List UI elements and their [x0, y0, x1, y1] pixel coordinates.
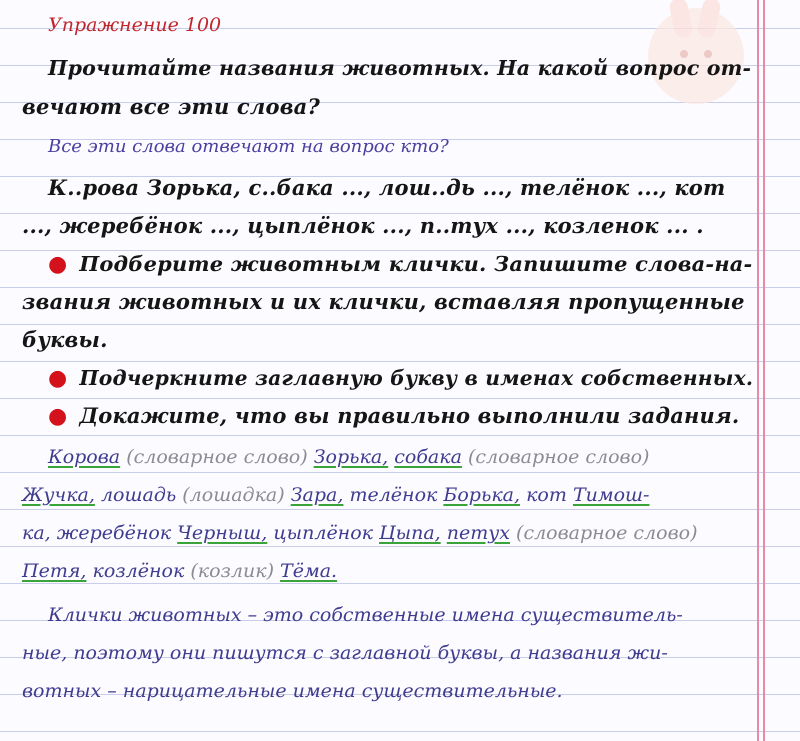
bullet-text: Подчеркните заглавную букву в именах собственных.: [79, 366, 754, 390]
animal-word: телёнок: [349, 484, 438, 506]
note: (лошадка): [182, 484, 285, 506]
animal-word: лошадь: [100, 484, 177, 506]
animal-word: кот: [526, 484, 567, 506]
animal-name: Зара,: [290, 484, 344, 506]
animal-word: собака: [394, 446, 462, 468]
solution-line: [48, 446, 649, 468]
bullet-item: [48, 251, 752, 277]
bullet-item: [48, 365, 753, 391]
animal-name: Борька,: [443, 484, 521, 506]
bullet-text: Докажите, что вы правильно выполнили задания.: [79, 403, 740, 428]
animal-name: Зорька,: [313, 446, 389, 468]
animal-name: Черныш,: [177, 522, 268, 544]
red-dot-icon: ●: [48, 251, 68, 277]
exercise-title: Упражнение 100: [48, 14, 222, 36]
note: (козлик): [190, 560, 274, 582]
animal-word: жеребёнок: [56, 522, 172, 544]
animal-word: цыплёнок: [273, 522, 373, 544]
note: (словарное слово): [126, 446, 308, 468]
margin-line: [763, 0, 765, 741]
note: (словарное слово): [516, 522, 698, 544]
animal-name: ка,: [22, 522, 51, 544]
animal-word: Корова: [48, 446, 121, 468]
animal-name: Тёма.: [280, 560, 338, 582]
bullet-text: буквы.: [22, 327, 108, 352]
animal-name: Цыпа,: [379, 522, 441, 544]
red-dot-icon: ●: [48, 403, 68, 429]
note: (словарное слово): [467, 446, 650, 468]
answer-question: Все эти слова отвечают на вопрос кто?: [48, 136, 449, 157]
solution-line: [22, 560, 337, 582]
conclusion-line: вотных – нарицательные имена существительные.: [22, 680, 563, 702]
words-line: К..рова Зорька, с..бака ..., лош..дь ..., телёнок ..., кот: [48, 175, 726, 200]
animal-name: Тимош-: [572, 484, 650, 506]
solution-line: [22, 522, 698, 544]
bullet-text: Подберите животным клички. Запишите слова-на-: [79, 251, 753, 276]
conclusion-line: Клички животных – это собственные имена существитель-: [48, 604, 683, 626]
solution-line: [22, 484, 649, 506]
animal-name: Жучка,: [22, 484, 95, 506]
task-line: вечают все эти слова?: [22, 94, 320, 119]
bullet-text: звания животных и их клички, вставляя пропущенные: [22, 289, 745, 314]
animal-word: петух: [446, 522, 510, 544]
margin-line: [757, 0, 759, 741]
red-dot-icon: ●: [48, 365, 68, 391]
conclusion-line: ные, поэтому они пишутся с заглавной буквы, а названия жи-: [22, 642, 668, 664]
animal-word: козлёнок: [92, 560, 185, 582]
animal-name: Петя,: [22, 560, 87, 582]
bullet-item: [48, 403, 739, 429]
task-line: Прочитайте названия животных. На какой вопрос от-: [48, 56, 752, 80]
words-line: ..., жеребёнок ..., цыплёнок ..., п..тух ..., козленок ... .: [22, 213, 704, 238]
